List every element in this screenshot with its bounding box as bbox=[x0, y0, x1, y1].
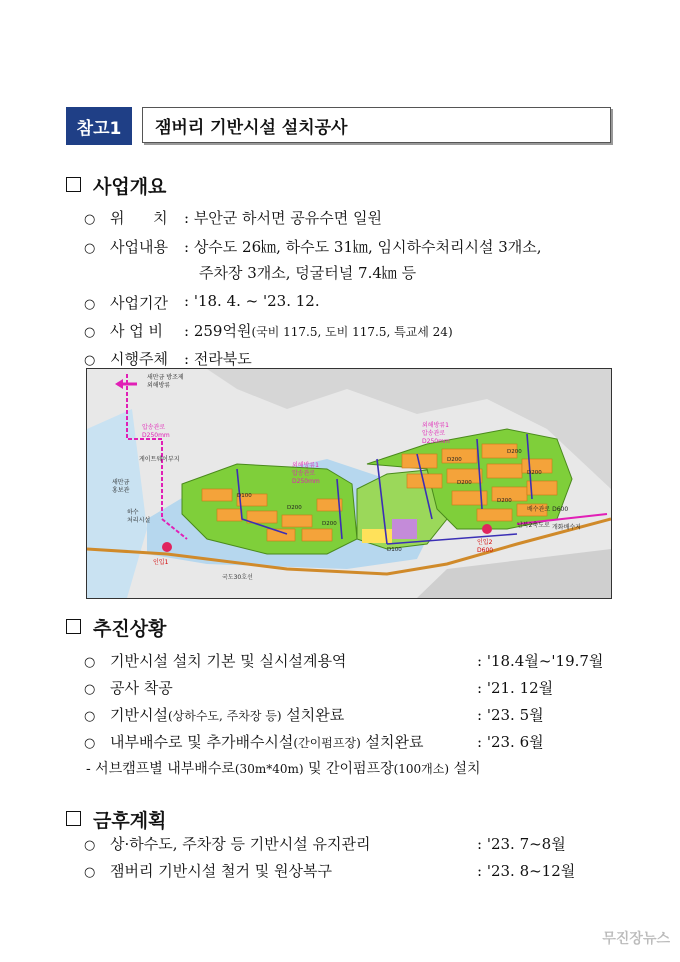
site-map bbox=[86, 368, 612, 599]
document-title: 잼버리 기반시설 설치공사 bbox=[142, 107, 611, 143]
circle-bullet-icon: ○ bbox=[84, 297, 96, 312]
svg-text:외해방류1: 외해방류1 bbox=[422, 422, 450, 429]
svg-text:압송관로: 압송관로 bbox=[292, 470, 316, 477]
circle-bullet-icon: ○ bbox=[84, 682, 96, 697]
circle-bullet-icon: ○ bbox=[84, 838, 96, 853]
svg-text:D250mm: D250mm bbox=[142, 432, 170, 439]
svg-text:D600: D600 bbox=[477, 547, 494, 554]
svg-text:하수: 하수 bbox=[127, 509, 139, 516]
svg-text:D200: D200 bbox=[457, 480, 472, 486]
svg-text:압송관로: 압송관로 bbox=[422, 430, 446, 437]
svg-text:국도30호선: 국도30호선 bbox=[222, 574, 253, 581]
circle-bullet-icon: ○ bbox=[84, 655, 96, 670]
svg-text:외해방류: 외해방류 bbox=[147, 382, 171, 389]
svg-text:D200: D200 bbox=[322, 521, 337, 527]
svg-text:D200: D200 bbox=[527, 470, 542, 476]
svg-text:D200: D200 bbox=[497, 498, 512, 504]
progress-item-1-date: : '18.4월~'19.7월 bbox=[477, 652, 604, 670]
svg-text:남북2축도로: 남북2축도로 bbox=[517, 522, 550, 529]
plan-item-2: ○ 잼버리 기반시설 철거 및 원상복구 bbox=[84, 862, 332, 880]
plan-item-2-date: : '23. 8~12월 bbox=[477, 862, 576, 880]
reference-tag: 참고1 bbox=[66, 107, 132, 145]
svg-text:처리시설: 처리시설 bbox=[127, 517, 151, 524]
overview-executor-value: : 전라북도 bbox=[184, 350, 252, 368]
progress-item-3: ○ 기반시설(상하수도, 주차장 등) 설치완료 bbox=[84, 706, 345, 724]
overview-location-value: : 부안군 하서면 공유수면 일원 bbox=[184, 209, 383, 227]
section-header bbox=[66, 107, 613, 145]
circle-bullet-icon: ○ bbox=[84, 865, 96, 880]
progress-item-1: ○ 기반시설 설치 기본 및 실시설계용역 bbox=[84, 652, 347, 670]
overview-content-value2: 주차장 3개소, 덩굴터널 7.4㎞ 등 bbox=[199, 264, 417, 282]
overview-period: ○ 사업기간 bbox=[84, 294, 168, 312]
svg-text:D200: D200 bbox=[287, 505, 302, 511]
overview-period-value: : '18. 4. ~ '23. 12. bbox=[184, 292, 320, 310]
overview-executor: ○ 시행주체 bbox=[84, 350, 168, 368]
svg-text:새만금: 새만금 bbox=[112, 479, 130, 486]
overview-content-value: : 상수도 26㎞, 하수도 31㎞, 임시하수처리시설 3개소, bbox=[184, 238, 542, 256]
svg-text:D100: D100 bbox=[237, 493, 252, 499]
svg-text:개화배수지: 개화배수지 bbox=[552, 524, 581, 531]
checkbox-square-icon bbox=[66, 177, 81, 192]
plan-item-1-date: : '23. 7~8월 bbox=[477, 835, 566, 853]
circle-bullet-icon: ○ bbox=[84, 325, 96, 340]
progress-item-2: ○ 공사 착공 bbox=[84, 679, 173, 697]
svg-text:인입1: 인입1 bbox=[153, 559, 169, 566]
overview-content: ○ 사업내용 bbox=[84, 238, 168, 256]
progress-item-4: ○ 내부배수로 및 추가배수시설(간이펌프장) 설치완료 bbox=[84, 733, 424, 751]
progress-item-3-date: : '23. 5월 bbox=[477, 706, 544, 724]
svg-text:D200: D200 bbox=[507, 449, 522, 455]
plan-heading: 금후계획 bbox=[66, 806, 166, 833]
progress-heading: 추진상황 bbox=[66, 614, 166, 641]
circle-bullet-icon: ○ bbox=[84, 709, 96, 724]
overview-heading: 사업개요 bbox=[66, 172, 166, 199]
checkbox-square-icon bbox=[66, 811, 81, 826]
svg-text:홍보관: 홍보관 bbox=[112, 487, 130, 494]
circle-bullet-icon: ○ bbox=[84, 736, 96, 751]
svg-text:외해방류1: 외해방류1 bbox=[292, 462, 320, 469]
progress-item-2-date: : '21. 12월 bbox=[477, 679, 554, 697]
svg-text:D250mm: D250mm bbox=[422, 438, 450, 445]
svg-text:게이트웨이부지: 게이트웨이부지 bbox=[139, 456, 180, 463]
svg-text:D100: D100 bbox=[387, 547, 402, 553]
plan-item-1: ○ 상·하수도, 주차장 등 기반시설 유지관리 bbox=[84, 835, 371, 853]
circle-bullet-icon: ○ bbox=[84, 353, 96, 368]
checkbox-square-icon bbox=[66, 619, 81, 634]
svg-text:D200: D200 bbox=[447, 457, 462, 463]
progress-sub-item: - 서브캠프별 내부배수로(30m*40m) 및 간이펌프장(100개소) 설치 bbox=[86, 761, 481, 777]
overview-location: ○ 위 치 bbox=[84, 209, 168, 227]
svg-text:새만금 방조제: 새만금 방조제 bbox=[147, 374, 184, 381]
circle-bullet-icon: ○ bbox=[84, 212, 96, 227]
svg-text:인입2: 인입2 bbox=[477, 539, 493, 546]
overview-budget: ○ 사 업 비 bbox=[84, 322, 164, 340]
svg-text:배수관로 D600: 배수관로 D600 bbox=[527, 506, 569, 513]
progress-item-4-date: : '23. 6월 bbox=[477, 733, 544, 751]
overview-budget-value: : 259억원(국비 117.5, 도비 117.5, 특교세 24) bbox=[184, 322, 453, 340]
svg-text:D250mm: D250mm bbox=[292, 478, 320, 485]
svg-text:압송관로: 압송관로 bbox=[142, 424, 166, 431]
watermark: 무진장뉴스 bbox=[602, 931, 670, 947]
circle-bullet-icon: ○ bbox=[84, 241, 96, 256]
